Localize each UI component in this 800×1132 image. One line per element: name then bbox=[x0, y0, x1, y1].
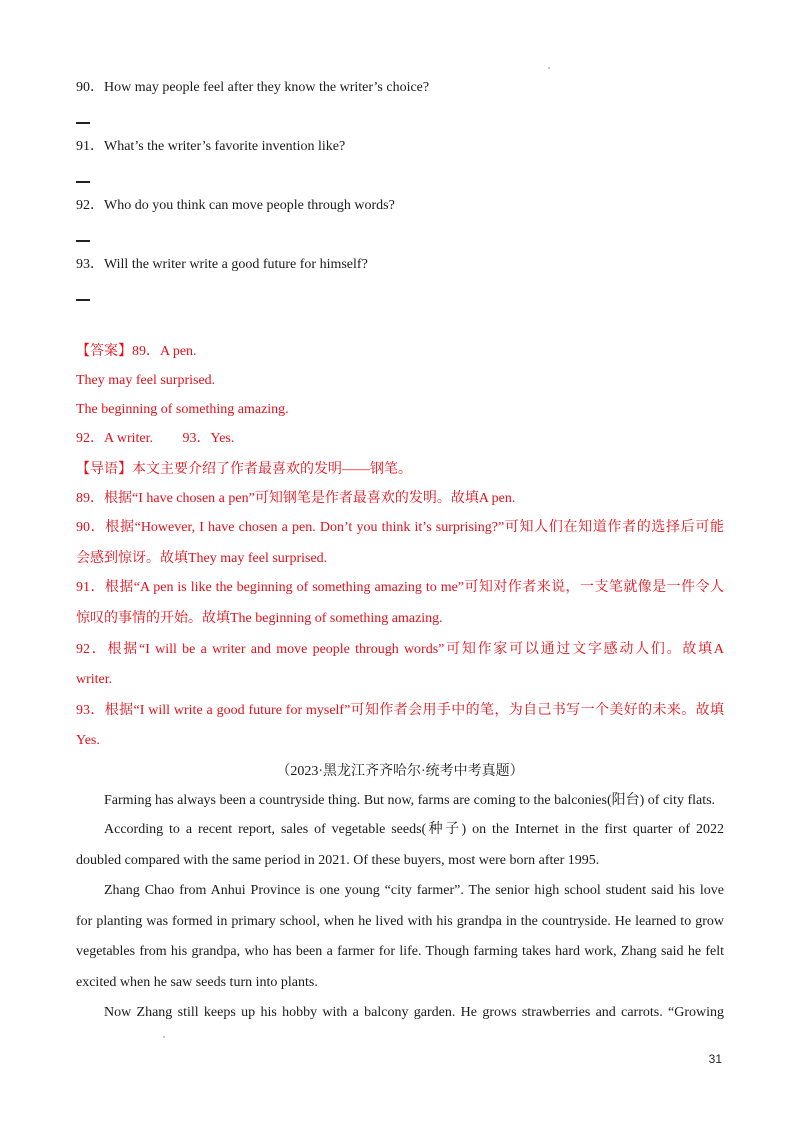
answer-blank-91 bbox=[76, 181, 90, 183]
answer-line-3: The beginning of something amazing. bbox=[76, 402, 289, 417]
answer-92: 92．A writer. bbox=[76, 431, 153, 446]
explanation-93-line-2: Yes. bbox=[76, 733, 100, 748]
passage-source: （2023·黑龙江齐齐哈尔·统考中考真题） bbox=[276, 764, 524, 779]
explanation-91-line-2: 惊叹的事情的开始。故填The beginning of something amazing. bbox=[76, 611, 443, 626]
passage-paragraph-4-line-1: Now Zhang still keeps up his hobby with a balcony garden. He grows strawberries and carrots. “Growing bbox=[104, 1005, 724, 1020]
passage-paragraph-1: Farming has always been a countryside thing. But now, farms are coming to the balconies(阳台) of city flats. bbox=[104, 793, 716, 808]
explanation-91-line-1: 91．根据“A pen is like the beginning of something amazing to me”可知对作者来说，一支笔就像是一件令人 bbox=[76, 580, 724, 595]
explanation-90-line-1: 90．根据“However, I have chosen a pen. Don’t you think it’s surprising?”可知人们在知道作者的选择后可能 bbox=[76, 520, 724, 535]
explanation-93-line-1: 93．根据“I will write a good future for myself”可知作者会用手中的笔，为自己书写一个美好的未来。故填 bbox=[76, 703, 724, 718]
question-90: 90．How may people feel after they know the writer’s choice? bbox=[76, 80, 430, 95]
passage-paragraph-3-line-4: excited when he saw seeds turn into plants. bbox=[76, 975, 318, 990]
answer-blank-90 bbox=[76, 122, 90, 124]
passage-paragraph-3-line-1: Zhang Chao from Anhui Province is one young “city farmer”. The senior high school student said his love bbox=[104, 883, 724, 898]
passage-paragraph-3-line-2: for planting was formed in primary school, when he lived with his grandpa in the countryside. He learned to grow bbox=[76, 914, 724, 929]
question-93: 93．Will the writer write a good future for himself? bbox=[76, 257, 368, 272]
answer-93: 93．Yes. bbox=[182, 431, 235, 446]
question-92: 92．Who do you think can move people through words? bbox=[76, 198, 395, 213]
scan-speck bbox=[548, 67, 550, 69]
passage-paragraph-2-line-1: According to a recent report, sales of vegetable seeds(种子) on the Internet in the first quarter of 2022 bbox=[104, 822, 724, 837]
explanation-92-line-1: 92．根据“I will be a writer and move people through words”可知作家可以通过文字感动人们。故填A bbox=[76, 642, 724, 657]
guide-intro: 【导语】本文主要介绍了作者最喜欢的发明——钢笔。 bbox=[76, 462, 412, 477]
explanation-92-line-2: writer. bbox=[76, 672, 113, 687]
scan-speck bbox=[163, 1036, 165, 1038]
answer-line-2: They may feel surprised. bbox=[76, 373, 216, 388]
page-number: 31 bbox=[708, 1052, 722, 1066]
explanation-90-line-2: 会感到惊讶。故填They may feel surprised. bbox=[76, 551, 328, 566]
answer-blank-93 bbox=[76, 299, 90, 301]
answer-blank-92 bbox=[76, 240, 90, 242]
answer-line-4 bbox=[76, 429, 724, 449]
answer-line-1: 【答案】89．A pen. bbox=[76, 344, 197, 359]
passage-paragraph-3-line-3: vegetables from his grandpa, who has been a farmer for life. Though farming takes hard work, Zhang said he felt bbox=[76, 944, 724, 959]
question-91: 91．What’s the writer’s favorite invention like? bbox=[76, 139, 346, 154]
passage-paragraph-2-line-2: doubled compared with the same period in 2021. Of these buyers, most were born after 1995. bbox=[76, 853, 600, 868]
explanation-89: 89．根据“I have chosen a pen”可知钢笔是作者最喜欢的发明。故填A pen. bbox=[76, 491, 516, 506]
